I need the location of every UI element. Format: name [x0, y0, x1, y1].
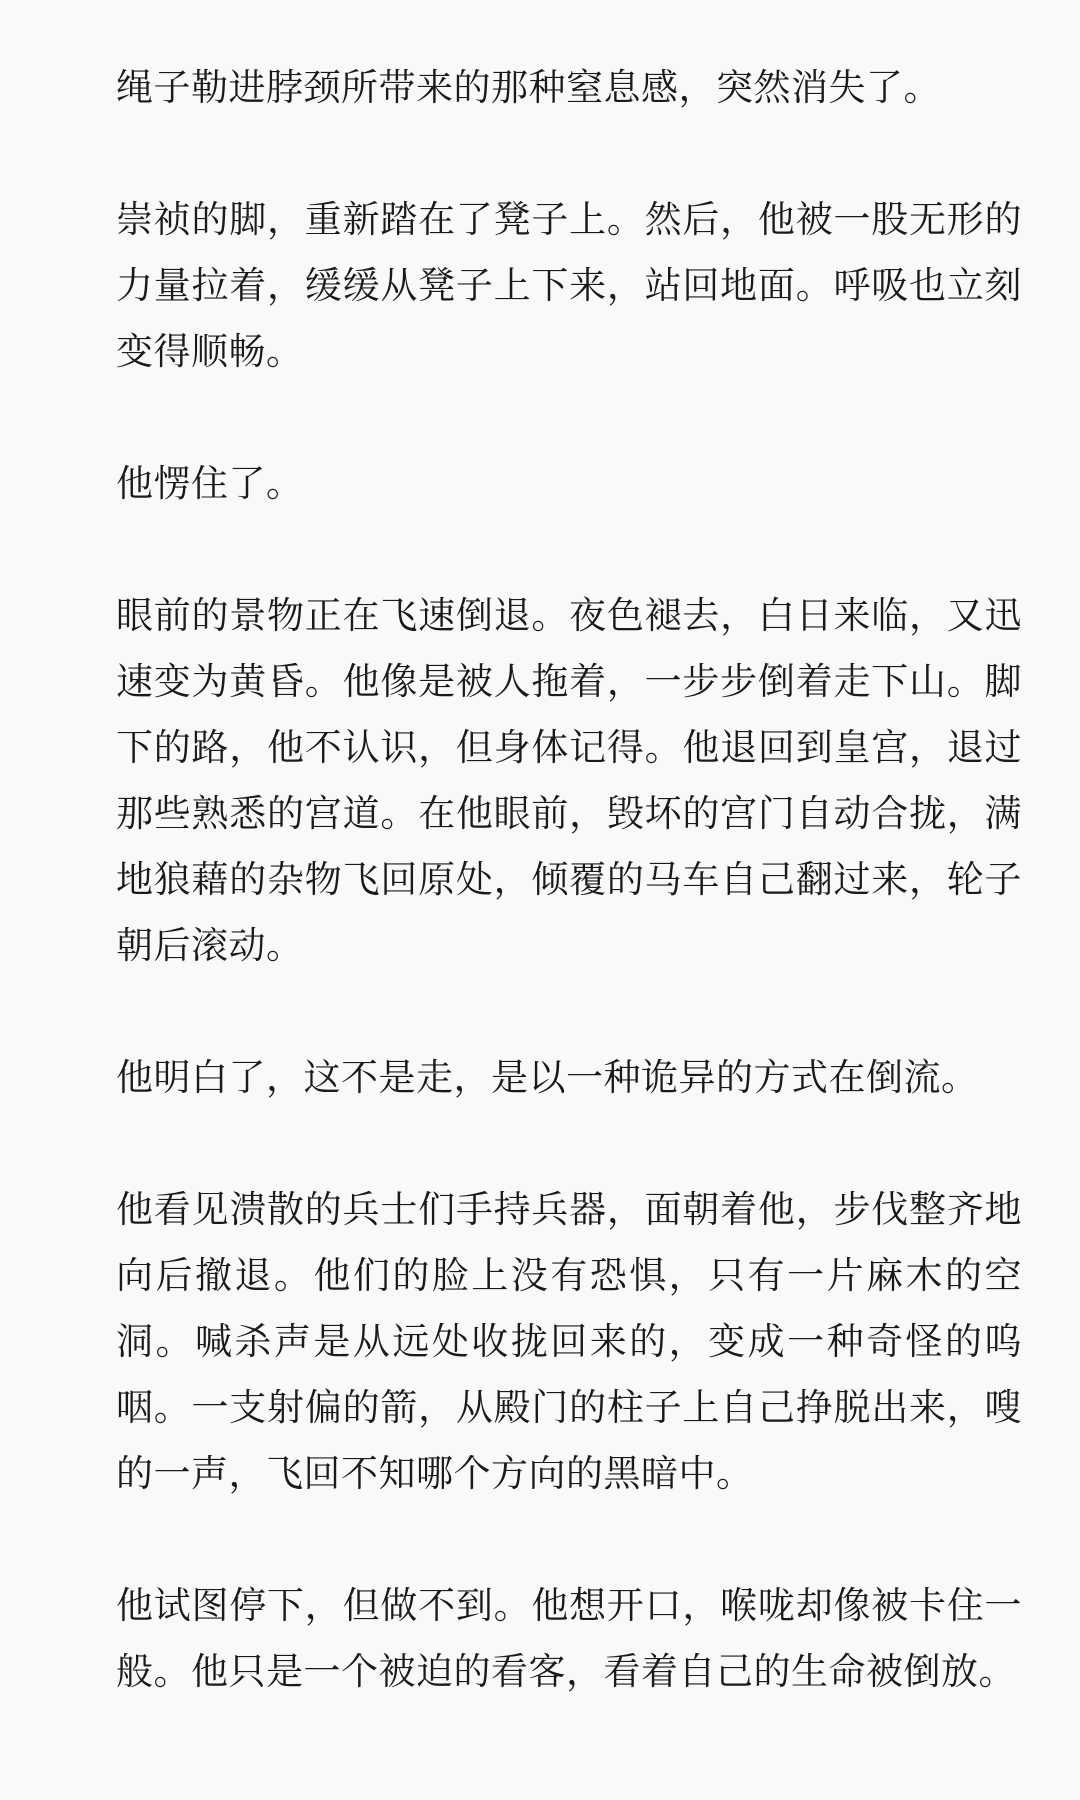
- paragraph-3: 他愣住了。: [116, 462, 304, 505]
- paragraph-7: 他试图停下，但做不到。他想开口，喉咙却像被卡住一般。他只是一个被迫的看客，看着自己的生命被倒放。: [116, 1584, 1022, 1693]
- paragraph-4: 眼前的景物正在飞速倒退。夜色褪去，白日来临，又迅速变为黄昏。他像是被人拖着，一步步倒着走下山。脚下的路，他不认识，但身体记得。他退回到皇宫，退过那些熟悉的宫道。在他眼前，毁坏的宫门自动合拢，满地狼藉的杂物飞回原处，倾覆的马车自己翻过来，轮子朝后滚动。: [116, 594, 1022, 967]
- paragraph-5: 他明白了，这不是走，是以一种诡异的方式在倒流。: [116, 1056, 979, 1099]
- paragraph-2: 崇祯的脚，重新踏在了凳子上。然后，他被一股无形的力量拉着，缓缓从凳子上下来，站回地面。呼吸也立刻变得顺畅。: [116, 198, 1022, 373]
- paragraph-1: 绳子勒进脖颈所带来的那种窒息感，突然消失了。: [116, 66, 941, 109]
- paragraph-6: 他看见溃散的兵士们手持兵器，面朝着他，步伐整齐地向后撤退。他们的脸上没有恐惧，只有一片麻木的空洞。喊杀声是从远处收拢回来的，变成一种奇怪的呜咽。一支射偏的箭，从殿门的柱子上自己挣脱出来，嗖的一声，飞回不知哪个方向的黑暗中。: [116, 1188, 1022, 1495]
- article-body: [116, 55, 1022, 1705]
